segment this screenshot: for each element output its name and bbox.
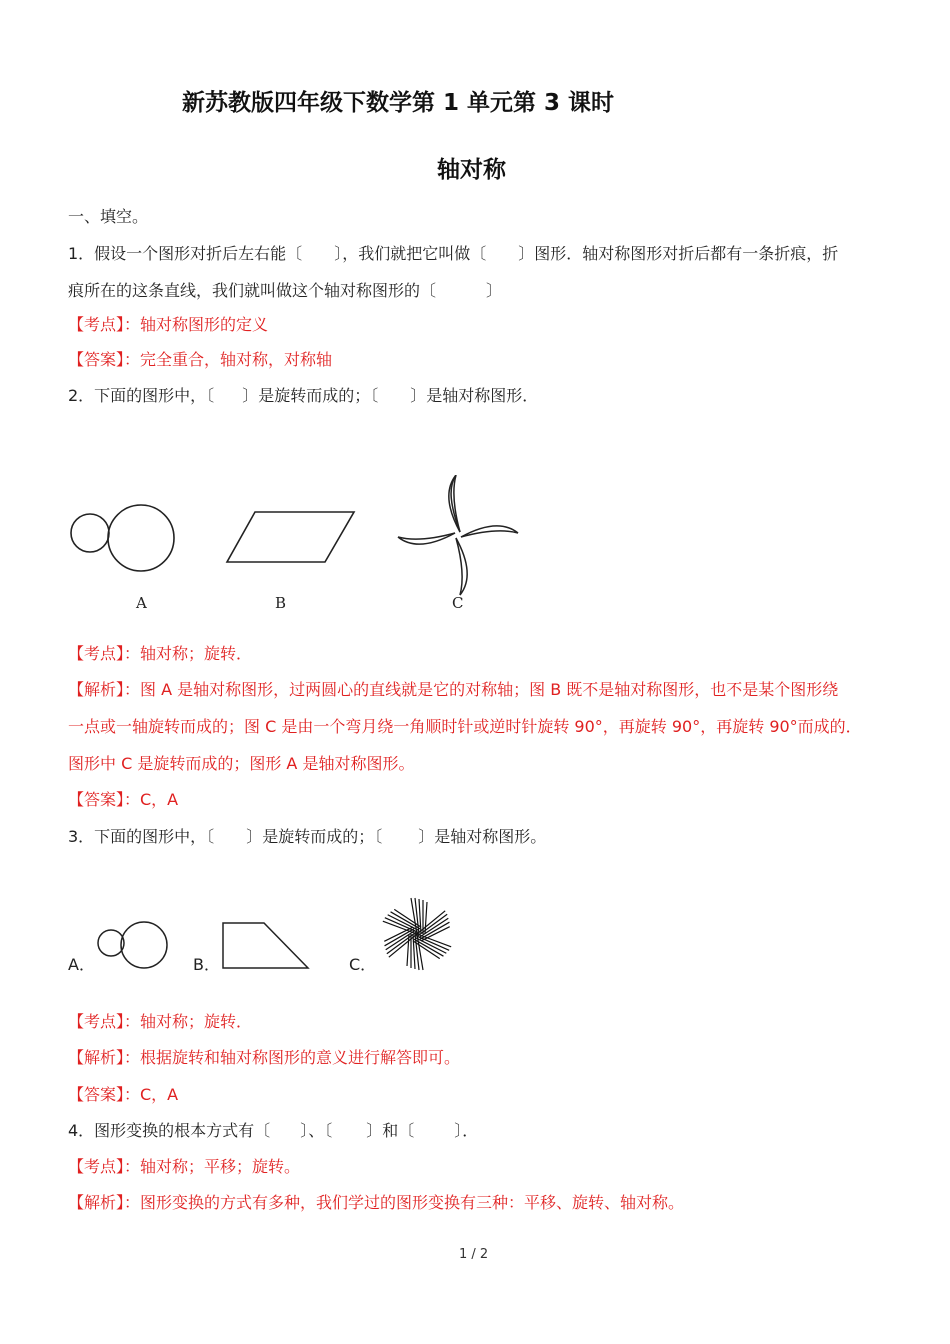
q3-line: 3．下面的图形中，〔 〕是旋转而成的；〔 〕是轴对称图形。 [68, 827, 547, 846]
q2-label-b: B [275, 594, 287, 612]
q2-answer: 【答案】：C，A [68, 790, 179, 809]
doc-subtitle: 轴对称 [437, 157, 506, 183]
q4-kaodian: 【考点】：轴对称；平移；旋转。 [68, 1157, 301, 1176]
doc-title: 新苏教版四年级下数学第 1 单元第 3 课时 [182, 90, 615, 116]
q1-kaodian: 【考点】：轴对称图形的定义 [68, 315, 269, 334]
q3-figure-b-trapezoid [223, 923, 308, 968]
q3-kaodian: 【考点】：轴对称；旋转． [68, 1012, 253, 1031]
q3-figures [90, 890, 460, 980]
q3-figure-c-rotation [381, 898, 453, 970]
q2-figure-c-rotation [398, 475, 518, 595]
q4-jiexi: 【解析】：图形变换的方式有多种，我们学过的图形变换有三种：平移、旋转、轴对称。 [68, 1193, 685, 1212]
q2-label-c: C [452, 594, 464, 612]
small-circle [71, 514, 109, 552]
q3-label-c: C． [349, 955, 377, 974]
page-number: 1 / 2 [459, 1247, 489, 1262]
q2-label-a: A [136, 594, 147, 612]
q1-line1: 1．假设一个图形对折后左右能〔 〕，我们就把它叫做〔 〕图形．轴对称图形对折后都有一条折痕，折 [68, 244, 839, 263]
q2-jiexi-line3: 图形中 C 是旋转而成的；图形 A 是轴对称图形。 [68, 754, 415, 773]
q2-jiexi-line1: 【解析】：图 A 是轴对称图形，过两圆心的直线就是它的对称轴；图 B 既不是轴对称图形，也不是某个图形绕 [68, 680, 839, 699]
q1-answer: 【答案】：完全重合，轴对称，对称轴 [68, 350, 333, 369]
q4-line: 4．图形变换的根本方式有〔 〕、〔 〕和〔 〕． [68, 1121, 479, 1140]
q2-jiexi-line2: 一点或一轴旋转而成的；图 C 是由一个弯月绕一角顺时针或逆时针旋转 90°，再旋转 90°，再旋转 90°而成的． [68, 717, 862, 736]
q3-answer: 【答案】：C，A [68, 1085, 179, 1104]
q3-label-a: A． [68, 955, 95, 974]
q3-jiexi: 【解析】：根据旋转和轴对称图形的意义进行解答即可。 [68, 1048, 461, 1067]
q1-line2: 痕所在的这条直线，我们就叫做这个轴对称图形的〔 〕 [68, 281, 503, 300]
section-heading: 一、填空。 [68, 207, 149, 226]
q3-label-b: B． [193, 955, 220, 974]
q3-figure-a-circles [98, 922, 167, 968]
q2-line: 2．下面的图形中，〔 〕是旋转而成的；〔 〕是轴对称图形． [68, 386, 539, 405]
q2-figure-a-circles [71, 505, 174, 571]
q2-kaodian: 【考点】：轴对称；旋转． [68, 644, 253, 663]
q2-figure-b-parallelogram [227, 512, 354, 562]
large-circle [108, 505, 174, 571]
